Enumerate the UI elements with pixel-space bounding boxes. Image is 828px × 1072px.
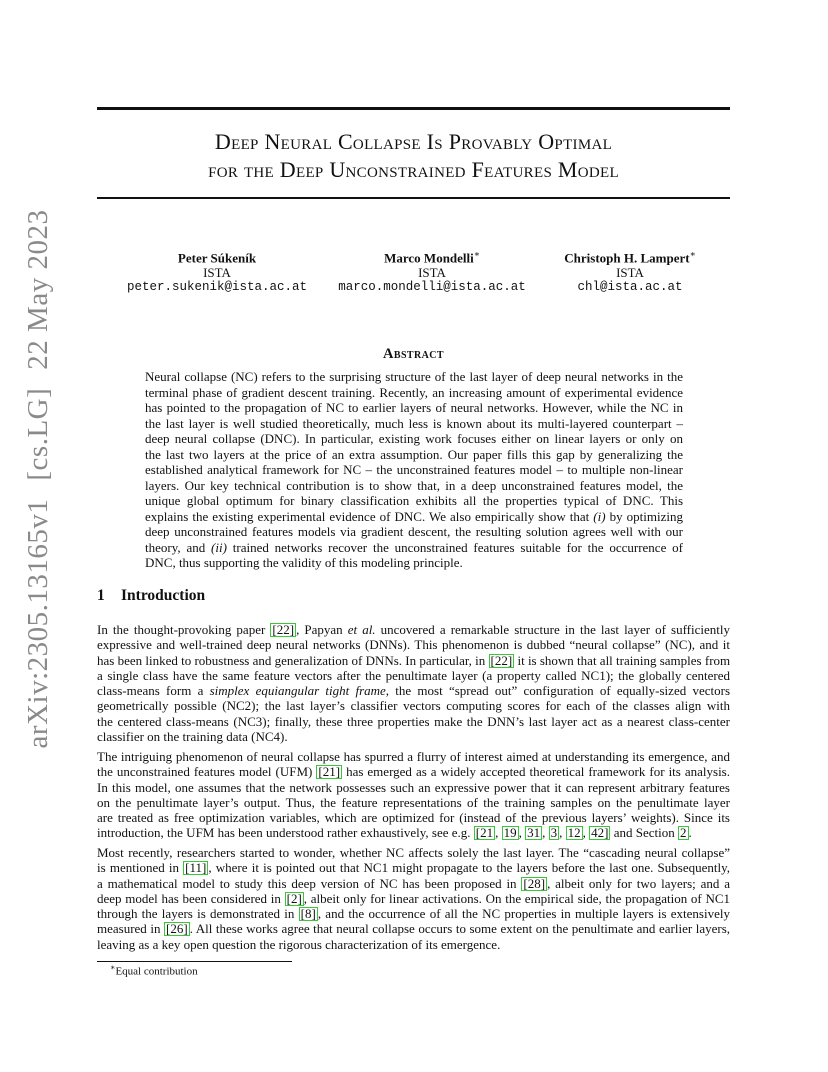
paragraph-line: introduction, the UFM has been understood rather exhaustively, see e.g. [21 , 19 , 31 , 3 , 12 , 42] and Section 2 . [97,825,692,841]
citation-link[interactable]: [11] [185,860,207,876]
paragraph-line: are treated as free optimization variables, which are optimized for (instead of the previous layers’ weights). Since its [97,810,730,826]
paragraph-line: a mathematical model to study this deep version of NC has been proposed in [28] , albeit only for two layers; and a [97,875,730,891]
abstract-line: the last two layers at the price of an extra assumption. Our paper fills this gap by generalizing the [145,446,683,462]
paper-title [97,128,730,184]
paragraph-line: the unconstrained features model (UFM) [21] has emerged as a widely accepted theoretical framework for its analysis. [97,764,730,780]
abstract-heading: Abstract [383,346,444,362]
author-2-name: Marco Mondelli [384,250,474,266]
paragraph-line: class-means form a simplex equiangular tight frame, the most “spread out” configuration of equally-sized vectors [97,683,730,699]
intro-paragraph-2 [97,749,730,841]
arxiv-category: [cs.LG] [21,387,54,481]
paragraph-line: deep model has been considered in [2] , albeit only for linear activations. On the empirical side, the propagation of NC1 [97,890,731,906]
author-2-mark: ∗ [473,249,480,259]
paragraph-line: In the thought-provoking paper [22] , Papyan et al. uncovered a remarkable structure in the last layer of sufficiently [97,622,730,637]
abstract-line: established analytical framework for NC – the unconstrained features model – to multiple non-linear [145,462,683,477]
paragraph-line: through the layers is demonstrated in [8] , and the occurrence of all the NC properties in multiple layers is extensively [97,906,730,922]
abstract-line: Neural collapse (NC) refers to the surprising structure of the last layer of deep neural networks in the [145,369,683,384]
section-heading-introduction [97,587,205,605]
footnote-mark: ∗ [110,963,116,972]
paragraph-line: In this model, one assumes that the network possesses such an expressive power that it can represent arbitrary features [97,779,730,795]
footnote-rule [97,961,292,962]
author-3-email[interactable]: chl@ista.ac.at [577,280,683,295]
abstract-line: unique global optimum for binary classification exhibits all the properties typical of DNC. This [145,493,683,508]
abstract-line: has pointed to the propagation of NC to earlier layers of neural networks. However, while the NC in [145,400,683,415]
citation-link[interactable]: 42] [591,825,609,841]
title-top-rule [97,107,730,110]
author-1-affiliation: ISTA [203,265,231,281]
abstract-line: theory, and (ii) trained networks recover the unconstrained features suitable for the occurrence of [145,539,683,555]
citation-link[interactable]: 19 [503,825,517,841]
abstract-body [145,369,683,571]
citation-link[interactable]: [22] [490,652,513,668]
abstract-line: deep unconstrained features models via gradient descent, the resulting solution agrees well with our [145,524,683,539]
title-line-1: Deep Neural Collapse Is Provably Optimal [214,129,613,154]
author-list [97,247,730,297]
paragraph-line: has been linked to robustness and generalization of DNNs. In particular, in [22] it is shown that all training samples from [97,652,731,668]
footnote-text: Equal contribution [115,965,198,978]
paragraph-line: leaving as a key open question the rigorous characterization of its emergence. [97,936,501,952]
intro-paragraph-1 [97,622,730,744]
paragraph-line: geometrically possible (NC2); the last layer’s classifier vectors computing scores for each of the classes align with [97,698,730,714]
author-3 [535,247,725,295]
abstract-line: the last layer is well studied theoretically, much less is known about its multi-layered counterpart – [145,415,683,431]
arxiv-id[interactable]: arXiv:2305.13165v1 [21,498,54,749]
paragraph-line: a single class have the same feature vectors after the penultimate layer (a property called NC1); the globally centered [97,667,730,683]
abstract-line: terminal phase of gradient descent training. Recently, an increasing amount of experimental evidence [145,384,683,400]
citation-link[interactable]: [21 [475,825,494,841]
citation-link[interactable]: [2] [286,890,302,906]
citation-link[interactable]: [8] [300,906,316,922]
abstract-line: deep neural collapse (DNC). In particular, existing work focuses either on linear layers or only on [145,431,683,446]
abstract-italic-ii: (ii) [211,539,227,555]
title-bottom-rule [97,197,730,199]
author-1 [122,247,312,295]
citation-link[interactable]: 31 [527,825,541,841]
citation-link[interactable]: 12 [567,825,581,841]
author-2-affiliation: ISTA [418,265,446,281]
paragraph-line: The intriguing phenomenon of neural collapse has spurred a flurry of interest aimed at understanding its emergence, and [97,749,730,764]
paragraph-line: the centered class-means (NC3); finally, these three properties make the DNN’s last layer act as a nearest class-center [97,713,730,729]
citation-link[interactable]: 3 [550,825,558,841]
author-3-name: Christoph H. Lampert [564,250,690,266]
arxiv-date: 22 May 2023 [21,209,54,370]
author-2-email[interactable]: marco.mondelli@ista.ac.at [338,280,526,295]
abstract-line: explains the existing experimental evidence of DNC. We also empirically show that (i) by optimizing [145,508,683,524]
citation-link[interactable]: [22] [272,622,295,637]
citation-link[interactable]: [21] [318,764,341,780]
author-2 [337,247,527,295]
paragraph-line: is mentioned in [11] , where it is pointed out that NC1 might propagate to the layers before the last one. Subsequently, [97,860,730,876]
abstract-line: layers. Our key technical contribution is to show that, in a deep unconstrained features model, the [145,477,683,493]
section-number: 1 [97,587,105,604]
author-3-mark: ∗ [689,249,696,259]
citation-link[interactable]: [26] [166,921,188,937]
paragraph-line: on the penultimate layer’s output. Thus, the feature representations of the training samples on the penultimate layer [97,794,730,810]
author-1-name: Peter Súkeník [177,250,257,266]
abstract-line: DNC, thus supporting the validity of this modeling principle. [145,555,463,570]
title-line-2: for the Deep Unconstrained Features Model [208,157,619,182]
arxiv-stamp [14,144,62,814]
paragraph-line: classifier on the training data (NC4). [97,729,288,745]
footnote [110,963,198,978]
section-title: Introduction [121,587,206,604]
citation-link[interactable]: [28] [523,875,546,891]
intro-paragraph-3 [97,845,730,952]
abstract-italic-i: (i) [593,508,606,524]
paragraph-line: measured in [26] . All these works agree that neural collapse occurs to some extent on the penultimate and earlier layers, [97,921,731,937]
paragraph-line: Most recently, researchers started to wonder, whether NC affects solely the last layer. The “cascading neural collapse” [97,845,730,860]
author-3-affiliation: ISTA [616,265,644,281]
paragraph-line: expressive and well-trained deep neural networks (DNNs). This phenomenon is dubbed “neural collapse” (NC), and it [97,637,730,653]
author-1-email[interactable]: peter.sukenik@ista.ac.at [126,280,308,295]
section-link[interactable]: 2 [680,825,687,841]
